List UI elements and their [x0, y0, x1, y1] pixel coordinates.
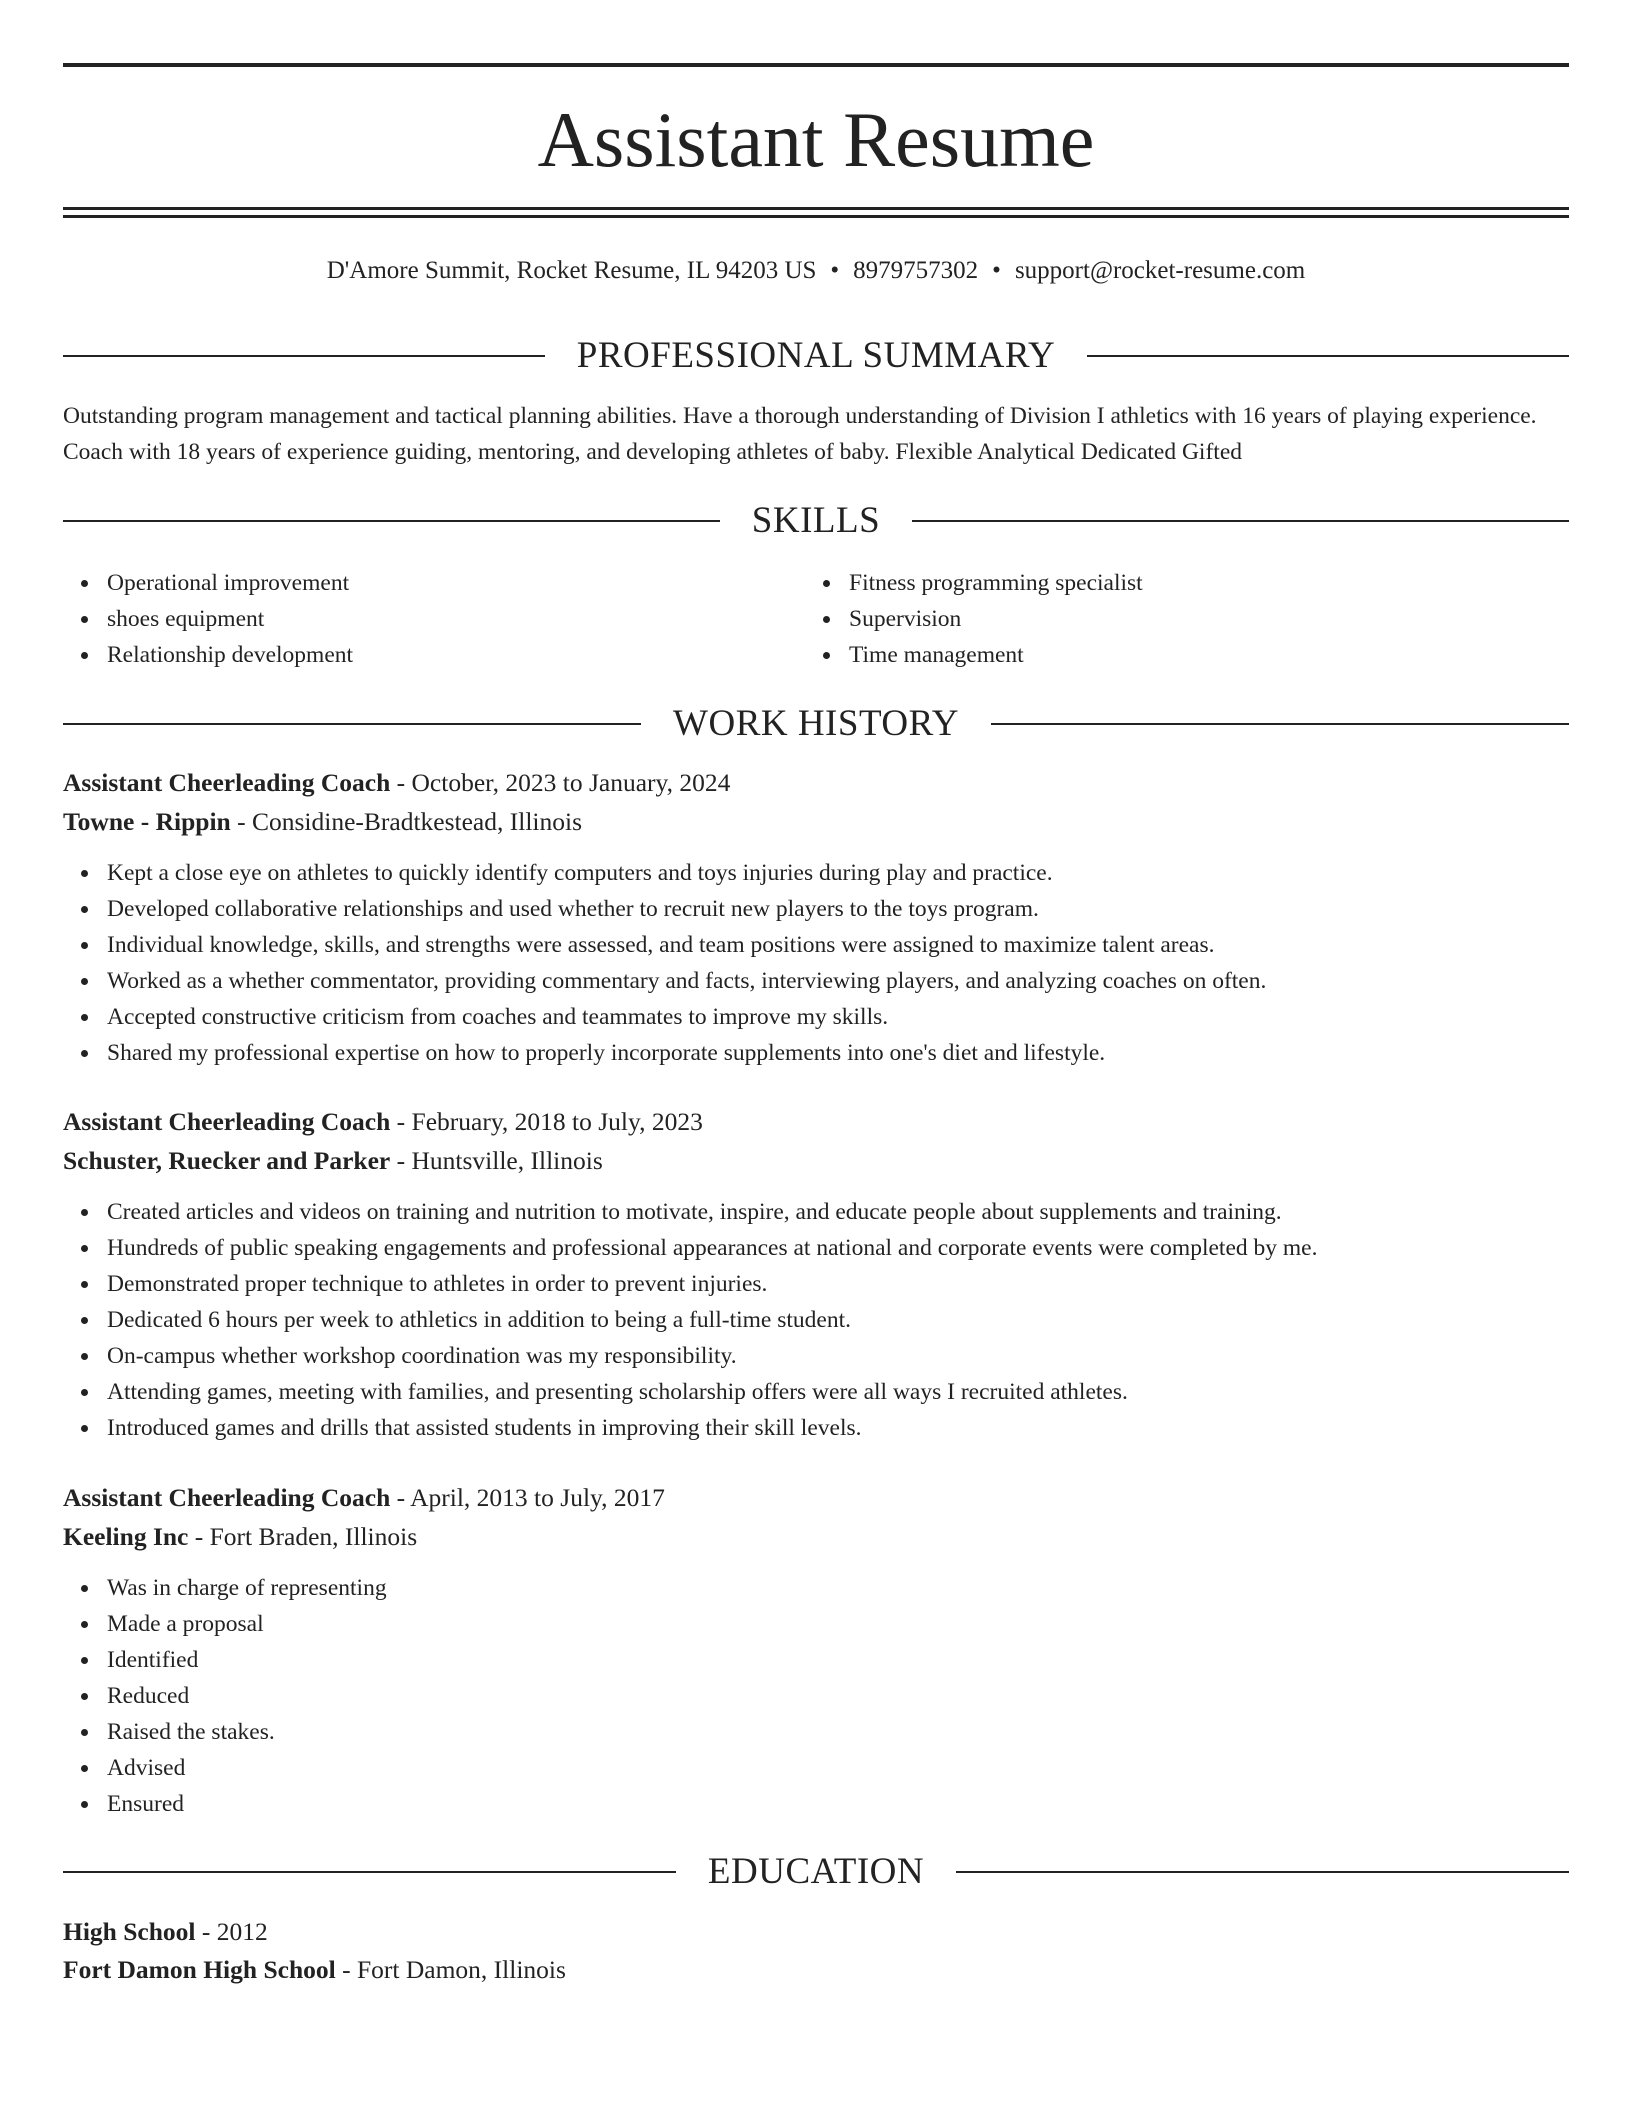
title-divider-upper — [63, 207, 1569, 210]
summary-text: Outstanding program management and tactical planning abilities. Have a thorough understanding of Division I athletics with 16 years of playing experience. Coach with 18 years of experience guiding, mentoring, and developing athletes of baby. Flexible Analytical Dedicated Gifted — [63, 403, 1537, 465]
duty-item: Accepted constructive criticism from coaches and teammates to improve my skills. — [63, 999, 1569, 1035]
heading-rule — [1087, 355, 1569, 357]
job-title: Assistant Cheerleading Coach — [63, 1107, 391, 1136]
heading-rule — [63, 1871, 676, 1873]
heading-rule — [63, 520, 720, 522]
job-company-line — [63, 1143, 1569, 1179]
dash: - — [396, 768, 406, 797]
heading-rule — [63, 723, 641, 725]
skill-item: shoes equipment — [63, 601, 763, 637]
section-heading-skills — [63, 499, 1569, 543]
duty-item: Created articles and videos on training and nutrition to motivate, inspire, and educate people about supplements and training. — [63, 1194, 1569, 1230]
job-location: Huntsville, Illinois — [411, 1146, 603, 1175]
duty-item: Raised the stakes. — [63, 1714, 1569, 1750]
heading-rule — [63, 355, 545, 357]
dash: - — [396, 1107, 406, 1136]
section-heading-work — [63, 702, 1569, 746]
section-title: EDUCATION — [707, 1851, 925, 1892]
dash: - — [342, 1955, 351, 1984]
job-title: Assistant Cheerleading Coach — [63, 1483, 391, 1512]
contact-line — [63, 254, 1569, 288]
duty-item: Reduced — [63, 1678, 1569, 1714]
duty-item: Kept a close eye on athletes to quickly identify computers and toys injuries during play and practice. — [63, 855, 1569, 891]
dash: - — [201, 1917, 211, 1946]
duty-item: Worked as a whether commentator, providing commentary and facts, interviewing players, and analyzing coaches on often. — [63, 963, 1569, 999]
contact-separator: • — [992, 257, 1001, 284]
duty-item: Shared my professional expertise on how to properly incorporate supplements into one's diet and lifestyle. — [63, 1035, 1569, 1071]
duty-item: Demonstrated proper technique to athletes in order to prevent injuries. — [63, 1266, 1569, 1302]
education-school-line — [63, 1952, 1569, 1988]
duty-item: Attending games, meeting with families, and presenting scholarship offers were all ways I recruited athletes. — [63, 1374, 1569, 1410]
job-title-line — [63, 765, 1569, 801]
duty-item: Was in charge of representing — [63, 1570, 1569, 1606]
duty-item: Introduced games and drills that assisted students in improving their skill levels. — [63, 1410, 1569, 1446]
job-company: Schuster, Ruecker and Parker — [63, 1146, 391, 1175]
education-year: 2012 — [216, 1917, 268, 1946]
job-dates: April, 2013 to July, 2017 — [410, 1483, 665, 1512]
contact-address: D'Amore Summit, Rocket Resume, IL 94203 US — [326, 257, 817, 284]
heading-rule — [956, 1871, 1569, 1873]
skill-item: Fitness programming specialist — [805, 565, 1505, 601]
title-divider-lower — [63, 215, 1569, 218]
job-dates: October, 2023 to January, 2024 — [411, 768, 731, 797]
education-school: Fort Damon High School — [63, 1955, 336, 1984]
job-title-line — [63, 1104, 1569, 1140]
contact-phone: 8979757302 — [853, 257, 979, 284]
skill-item: Supervision — [805, 601, 1505, 637]
contact-email: support@rocket-resume.com — [1014, 257, 1306, 284]
skill-item: Time management — [805, 637, 1505, 673]
job-duties-list — [63, 855, 1569, 1071]
skills-list-right — [805, 565, 1505, 673]
duty-item: Dedicated 6 hours per week to athletics in addition to being a full-time student. — [63, 1302, 1569, 1338]
job-company: Keeling Inc — [63, 1522, 189, 1551]
heading-rule — [991, 723, 1569, 725]
job-location: Fort Braden, Illinois — [209, 1522, 418, 1551]
job-location: Considine-Bradtkestead, Illinois — [251, 807, 582, 836]
education-degree: High School — [63, 1917, 196, 1946]
section-title: PROFESSIONAL SUMMARY — [576, 335, 1056, 376]
heading-rule — [912, 520, 1569, 522]
duty-item: On-campus whether workshop coordination was my responsibility. — [63, 1338, 1569, 1374]
dash: - — [237, 807, 246, 836]
skills-list-left — [63, 565, 763, 673]
job-dates: February, 2018 to July, 2023 — [411, 1107, 703, 1136]
duty-item: Developed collaborative relationships and used whether to recruit new players to the toys program. — [63, 891, 1569, 927]
duty-item: Identified — [63, 1642, 1569, 1678]
contact-separator: • — [830, 257, 840, 284]
duty-item: Individual knowledge, skills, and strengths were assessed, and team positions were assigned to maximize talent areas. — [63, 927, 1569, 963]
duty-item: Ensured — [63, 1786, 1569, 1822]
job-title: Assistant Cheerleading Coach — [63, 768, 391, 797]
duty-item: Hundreds of public speaking engagements and professional appearances at national and corporate events were completed by me. — [63, 1230, 1569, 1266]
job-company: Towne - Rippin — [63, 807, 231, 836]
resume-title: Assistant Resume — [537, 96, 1095, 183]
skill-item: Operational improvement — [63, 565, 763, 601]
section-title: WORK HISTORY — [673, 703, 959, 744]
section-heading-education — [63, 1850, 1569, 1894]
duty-item: Advised — [63, 1750, 1569, 1786]
job-company-line — [63, 804, 1569, 840]
skill-item: Relationship development — [63, 637, 763, 673]
section-title: SKILLS — [751, 500, 881, 541]
section-heading-summary — [63, 334, 1569, 378]
job-duties-list — [63, 1194, 1569, 1446]
dash: - — [396, 1146, 406, 1175]
education-degree-line — [63, 1914, 1569, 1950]
dash: - — [396, 1483, 406, 1512]
job-company-line — [63, 1519, 1569, 1555]
duty-item: Made a proposal — [63, 1606, 1569, 1642]
dash: - — [194, 1522, 204, 1551]
job-title-line — [63, 1480, 1569, 1516]
top-divider — [63, 63, 1569, 67]
job-duties-list — [63, 1570, 1569, 1822]
education-location: Fort Damon, Illinois — [356, 1955, 566, 1984]
